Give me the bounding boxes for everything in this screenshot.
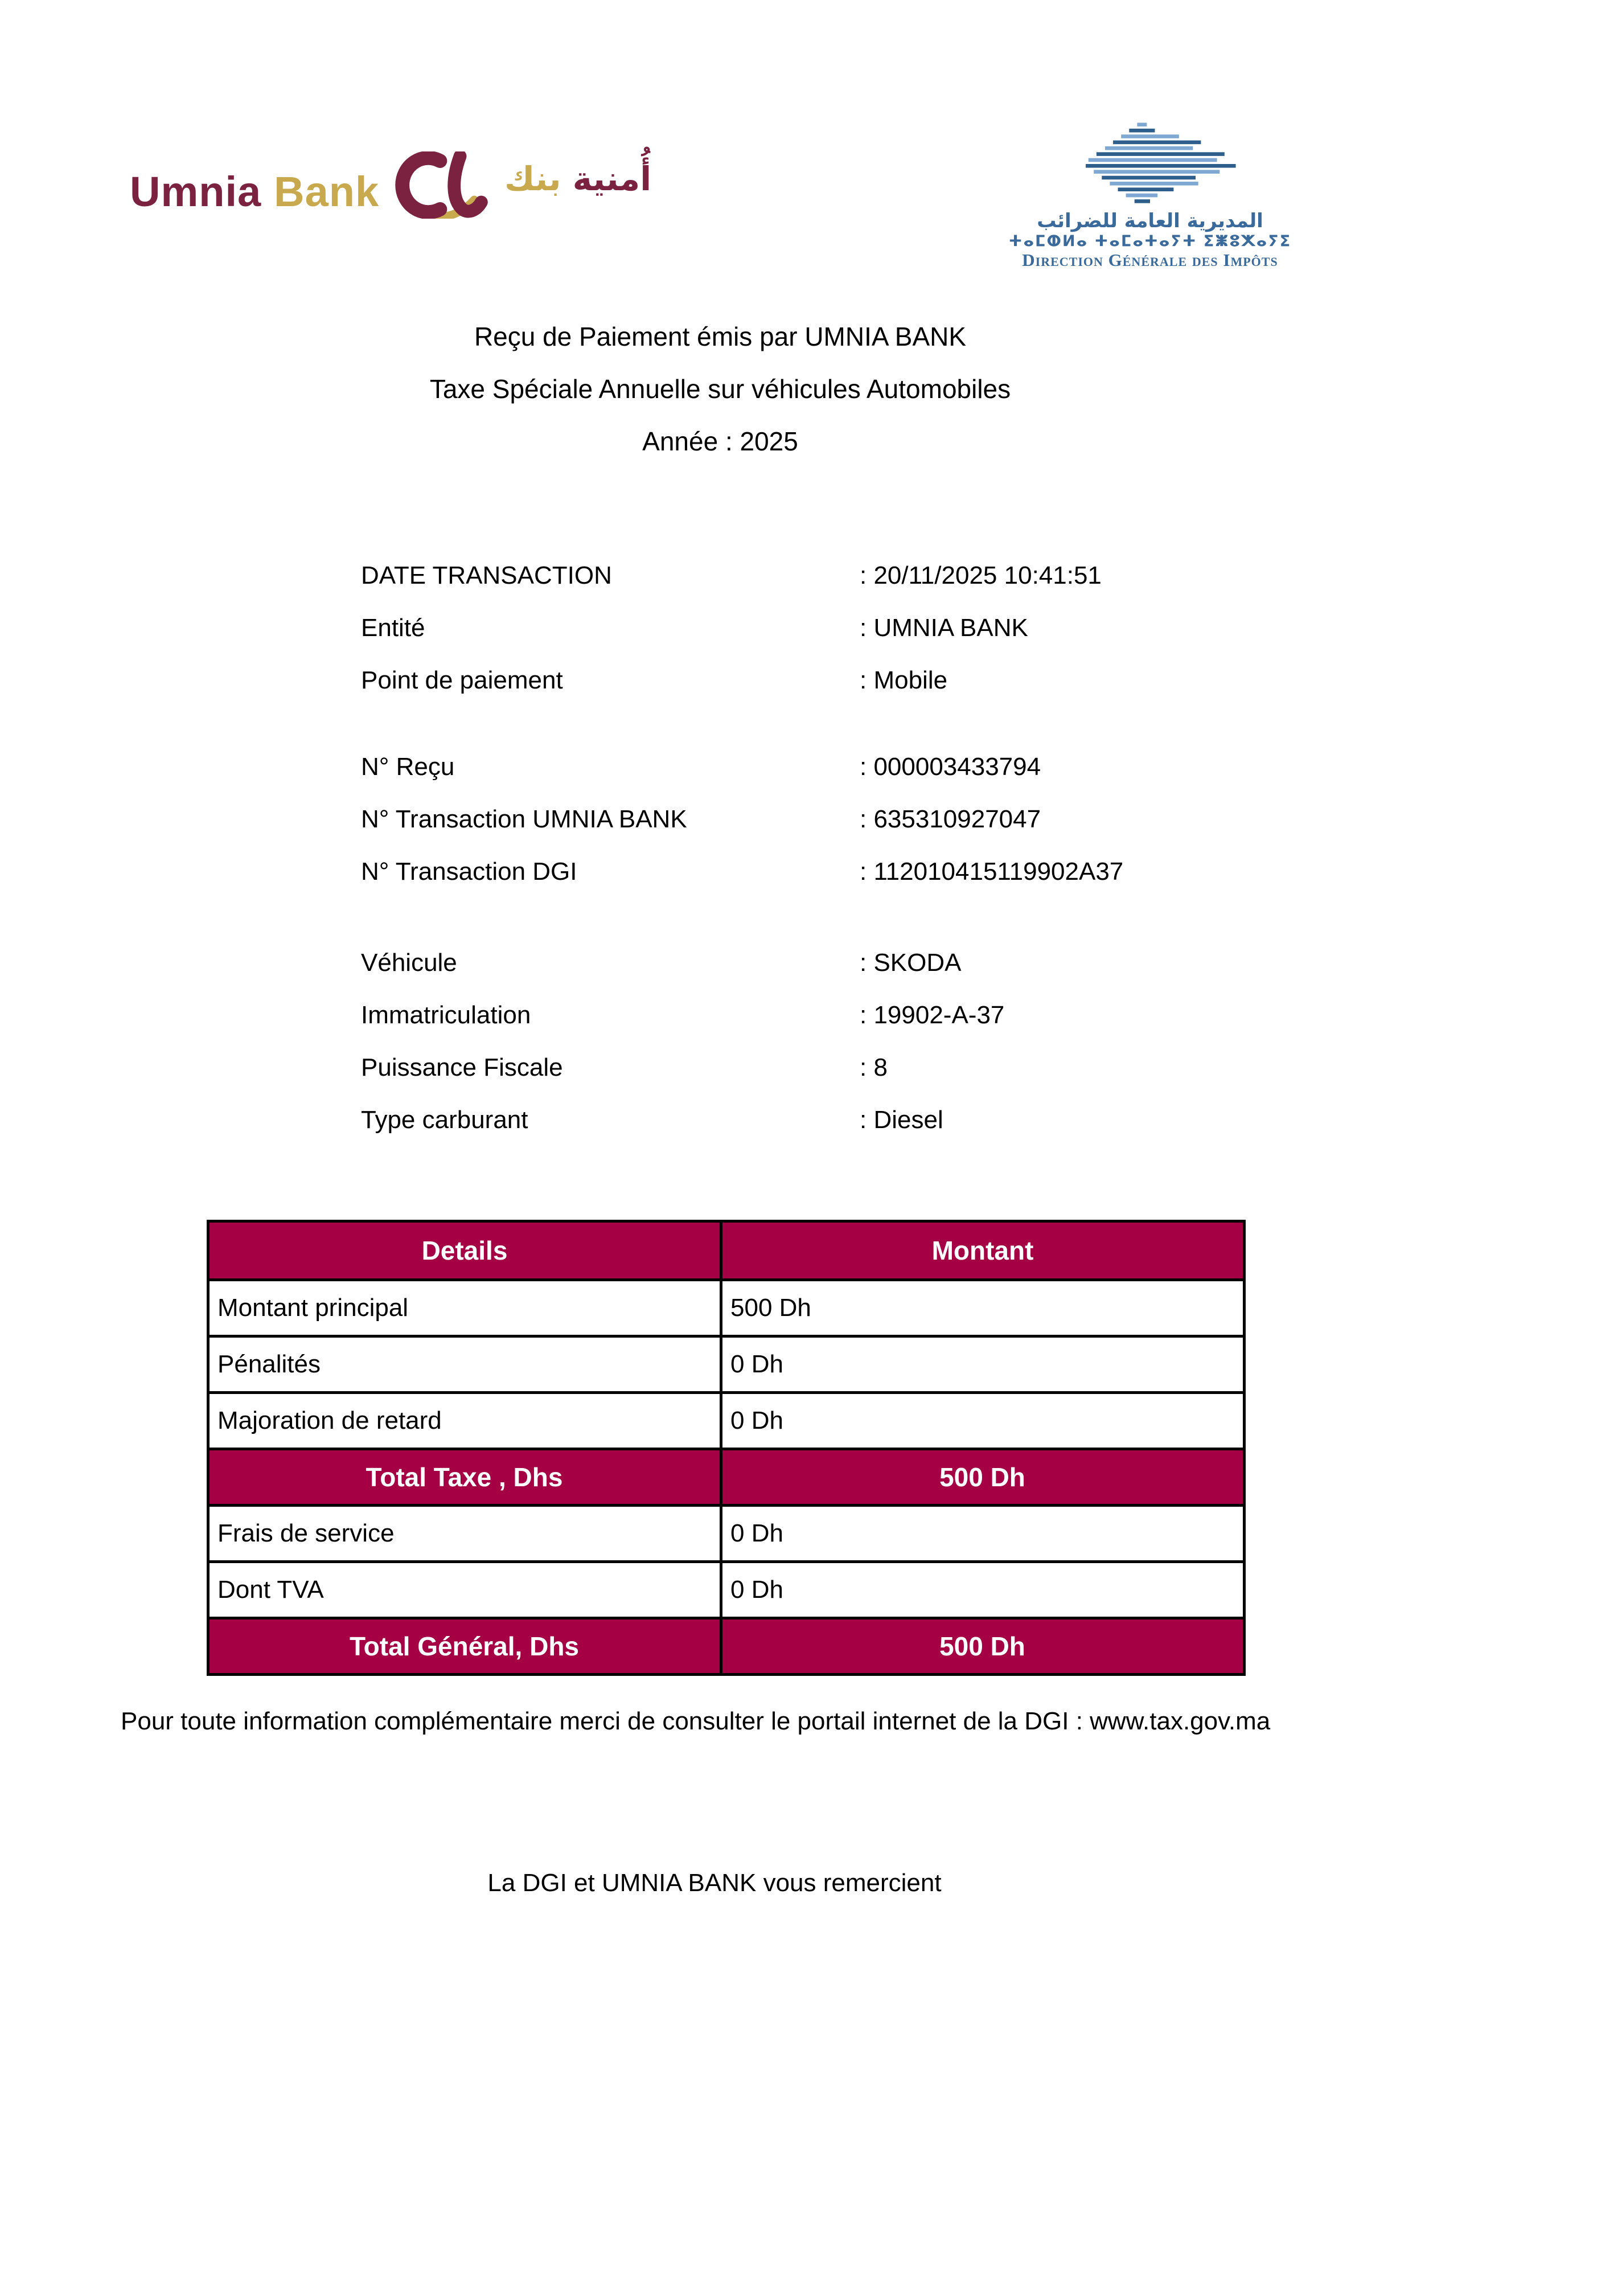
- detail-row-num-transaction-dgi: [361, 846, 1123, 898]
- detail-label: Entité: [361, 614, 425, 642]
- detail-row-type-carburant: [361, 1094, 1123, 1146]
- detail-value: : SKODA: [860, 949, 962, 977]
- detail-label: N° Reçu: [361, 753, 455, 781]
- detail-row-puissance-fiscale: [361, 1042, 1123, 1094]
- detail-label: N° Transaction DGI: [361, 858, 577, 885]
- table-row-frais-service: [208, 1506, 1245, 1562]
- dgi-french-line: Direction Générale des Impôts: [1022, 250, 1278, 270]
- montant-column-header: Montant: [721, 1221, 1245, 1280]
- details-section: [361, 550, 1123, 1146]
- detail-value: : 8: [860, 1053, 888, 1081]
- detail-label: Point de paiement: [361, 666, 563, 694]
- detail-row-num-recu: [361, 741, 1123, 793]
- row-value: 500 Dh: [721, 1449, 1245, 1506]
- detail-row-vehicule: [361, 937, 1123, 989]
- info-note: Pour toute information complémentaire merci de consulter le portail internet de la DGI : www.tax.gov.ma: [121, 1707, 1271, 1735]
- vehicle-group: [361, 937, 1123, 1146]
- row-label: Total Taxe , Dhs: [208, 1449, 721, 1506]
- detail-label: Puissance Fiscale: [361, 1053, 563, 1081]
- row-label: Majoration de retard: [208, 1393, 721, 1449]
- table-row-dont-tva: [208, 1562, 1245, 1618]
- dgi-logo: [1008, 118, 1292, 270]
- table-row-total-general: [208, 1618, 1245, 1675]
- row-value: 0 Dh: [721, 1562, 1245, 1618]
- row-value: 500 Dh: [721, 1618, 1245, 1675]
- transaction-group: [361, 550, 1123, 707]
- title-block: [0, 310, 1440, 468]
- umnia-logo-word: Umnia: [130, 168, 262, 215]
- dgi-arabic-line: المديرية العامة للضرائب: [1037, 210, 1263, 232]
- row-value: 0 Dh: [721, 1393, 1245, 1449]
- detail-label: Immatriculation: [361, 1001, 531, 1029]
- detail-row-point-paiement: [361, 654, 1123, 707]
- row-label: Dont TVA: [208, 1562, 721, 1618]
- closing-line: La DGI et UMNIA BANK vous remercient: [487, 1869, 942, 1897]
- detail-row-entite: [361, 602, 1123, 654]
- detail-row-num-transaction-umnia: [361, 793, 1123, 846]
- detail-value: : 20/11/2025 10:41:51: [860, 561, 1102, 589]
- detail-row-date: [361, 550, 1123, 602]
- umnia-arabic-name: [504, 159, 651, 198]
- tax-subtitle: Taxe Spéciale Annuelle sur véhicules Automobiles: [429, 374, 1011, 404]
- detail-value: : Diesel: [860, 1106, 943, 1134]
- umnia-arabic-word2: بنك: [504, 159, 561, 198]
- dgi-diamond-icon: [1059, 118, 1241, 210]
- row-value: 0 Dh: [721, 1506, 1245, 1562]
- row-value: 0 Dh: [721, 1336, 1245, 1393]
- table-row-majoration-retard: [208, 1393, 1245, 1449]
- row-value: 500 Dh: [721, 1280, 1245, 1336]
- amounts-table: [207, 1220, 1246, 1676]
- year-line: Année : 2025: [642, 427, 798, 456]
- bank-logo-word: Bank: [274, 168, 380, 215]
- detail-label: Type carburant: [361, 1106, 528, 1134]
- umnia-bank-logo: [130, 151, 651, 219]
- details-column-header: Details: [208, 1221, 721, 1280]
- detail-value: : Mobile: [860, 666, 948, 694]
- table-header-row: [208, 1221, 1245, 1280]
- detail-value: : UMNIA BANK: [860, 614, 1028, 642]
- detail-label: Véhicule: [361, 949, 457, 977]
- table-row-penalites: [208, 1336, 1245, 1393]
- row-label: Total Général, Dhs: [208, 1618, 721, 1675]
- detail-label: DATE TRANSACTION: [361, 561, 612, 589]
- detail-row-immatriculation: [361, 989, 1123, 1042]
- references-group: [361, 741, 1123, 898]
- detail-value: : 000003433794: [860, 753, 1041, 781]
- detail-value: : 112010415119902A37: [860, 858, 1124, 885]
- table-row-total-taxe: [208, 1449, 1245, 1506]
- detail-value: : 635310927047: [860, 805, 1041, 833]
- table-row-montant-principal: [208, 1280, 1245, 1336]
- umnia-arabic-word1: أُمنية: [572, 159, 652, 198]
- receipt-title: Reçu de Paiement émis par UMNIA BANK: [474, 322, 967, 351]
- row-label: Pénalités: [208, 1336, 721, 1393]
- detail-value: : 19902-A-37: [860, 1001, 1005, 1029]
- dgi-tifinagh-line: ⵜⴰⵎⵀⵍⴰ ⵜⴰⵎⴰⵜⴰⵢⵜ ⵉⵥⵓⵅⴰⵢⵉ: [1008, 232, 1292, 251]
- umnia-u-icon: [392, 151, 492, 219]
- row-label: Montant principal: [208, 1280, 721, 1336]
- detail-label: N° Transaction UMNIA BANK: [361, 805, 687, 833]
- row-label: Frais de service: [208, 1506, 721, 1562]
